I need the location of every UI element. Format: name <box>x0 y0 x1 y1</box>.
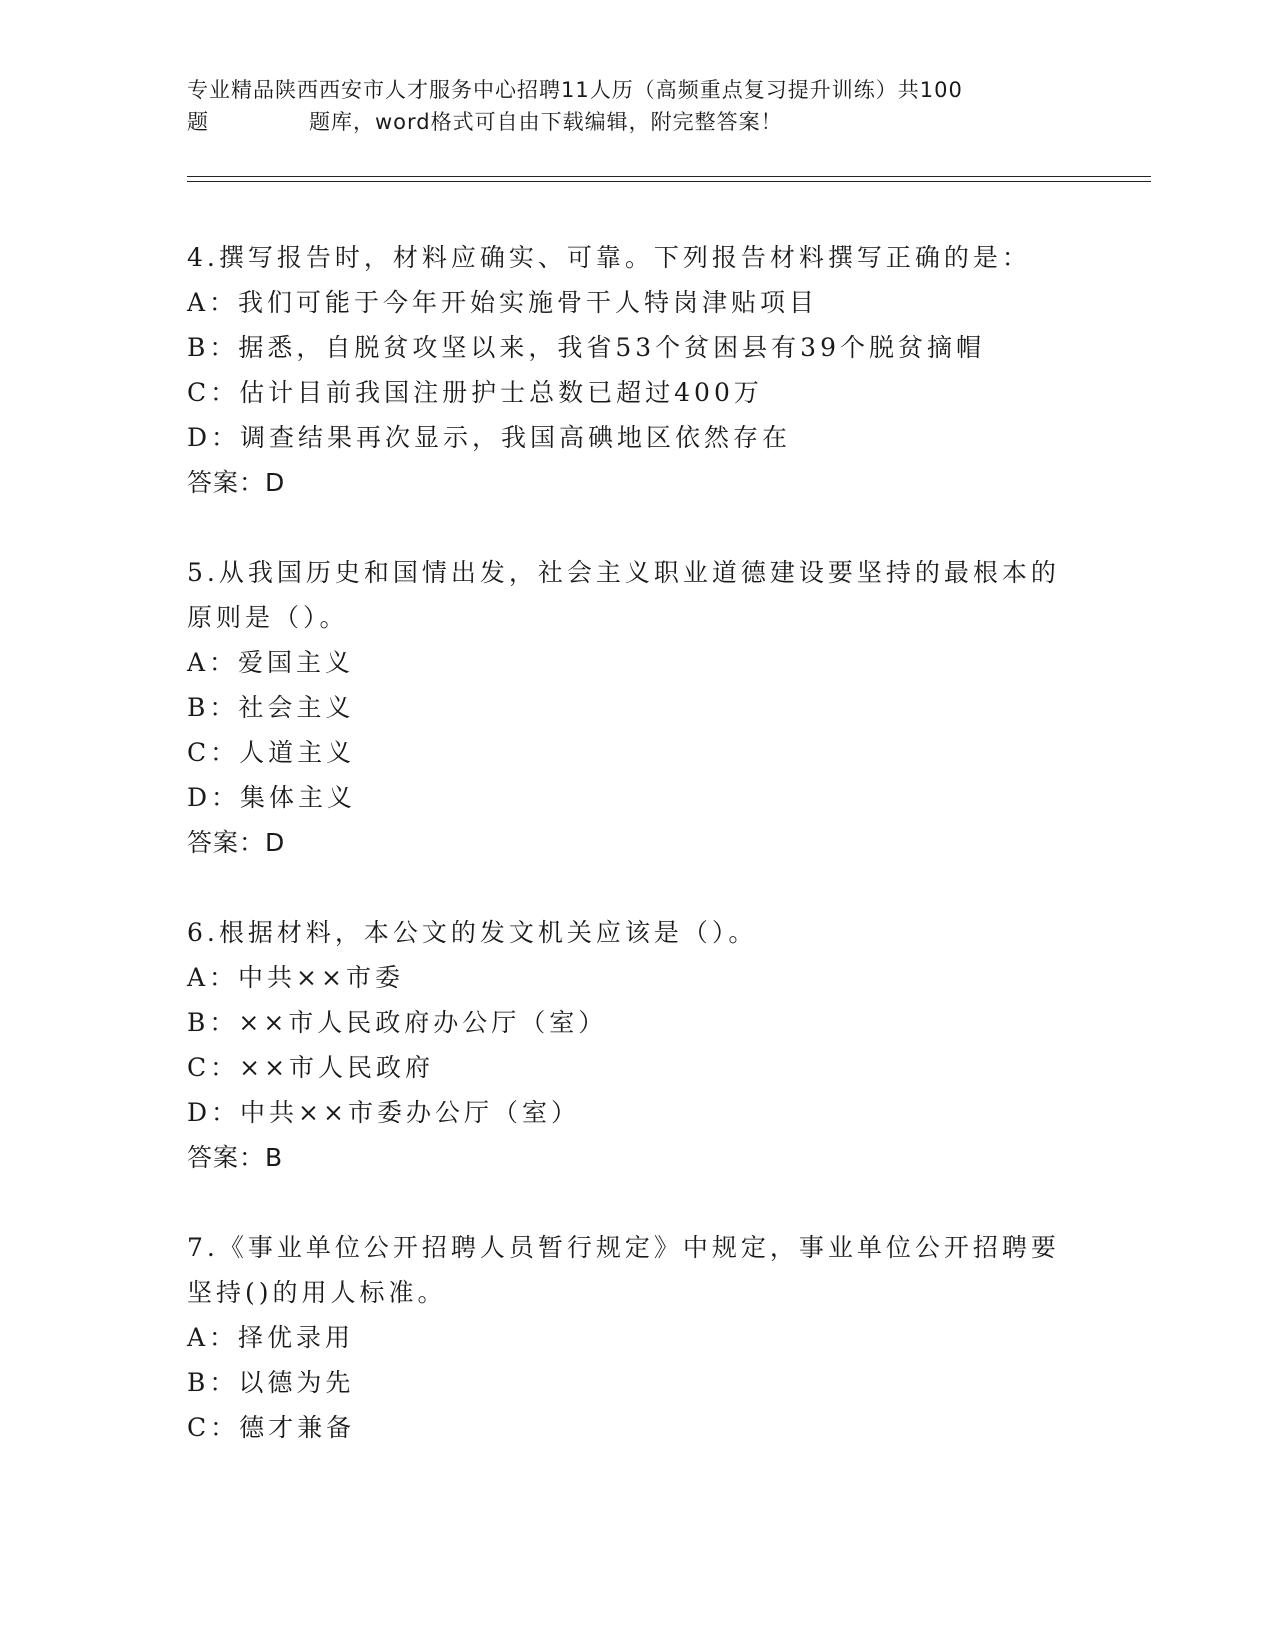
option-b: B：××市人民政府办公厅（室） <box>187 1008 608 1037</box>
header-line-2-right: 题库，word格式可自由下载编辑，附完整答案！ <box>309 110 783 134</box>
option-a: A：择优录用 <box>187 1323 355 1352</box>
question-stem: 6.根据材料，本公文的发文机关应该是（）。 <box>187 918 758 947</box>
question-7 <box>187 1225 1087 1450</box>
option-d: D：调查结果再次显示，我国高碘地区依然存在 <box>187 423 792 452</box>
answer: 答案：D <box>187 468 286 497</box>
option-c: C：人道主义 <box>187 738 356 767</box>
question-stem: 7.《事业单位公开招聘人员暂行规定》中规定，事业单位公开招聘要坚持()的用人标准。 <box>187 1233 1060 1307</box>
option-d: D：集体主义 <box>187 783 357 812</box>
question-stem: 4.撰写报告时，材料应确实、可靠。下列报告材料撰写正确的是： <box>187 243 1031 272</box>
option-c: C：德才兼备 <box>187 1413 356 1442</box>
option-c: C：××市人民政府 <box>187 1053 435 1082</box>
question-6 <box>187 910 1087 1180</box>
question-4 <box>187 235 1087 505</box>
option-a: A：爱国主义 <box>187 648 355 677</box>
option-a: A：我们可能于今年开始实施骨干人特岗津贴项目 <box>187 288 819 317</box>
header-title-line-2 <box>187 106 1087 138</box>
header-title-line-1: 专业精品陕西西安市人才服务中心招聘11人历（高频重点复习提升训练）共100 <box>187 78 963 102</box>
option-d: D：中共××市委办公厅（室） <box>187 1098 580 1127</box>
option-b: B：据悉，自脱贫攻坚以来，我省53个贫困县有39个脱贫摘帽 <box>187 333 985 362</box>
answer: 答案：B <box>187 1143 284 1172</box>
option-b: B：社会主义 <box>187 693 355 722</box>
option-b: B：以德为先 <box>187 1368 355 1397</box>
question-5 <box>187 550 1087 865</box>
header-divider-top <box>187 176 1151 177</box>
header-line-2-left: 题 <box>187 110 209 134</box>
header-divider-bottom <box>187 181 1151 182</box>
answer: 答案：D <box>187 828 286 857</box>
option-a: A：中共××市委 <box>187 963 404 992</box>
header-gap <box>209 106 309 138</box>
question-stem: 5.从我国历史和国情出发，社会主义职业道德建设要坚持的最根本的原则是（）。 <box>187 558 1060 632</box>
option-c: C：估计目前我国注册护士总数已超过400万 <box>187 378 763 407</box>
question-list <box>187 235 1087 1495</box>
document-header <box>187 74 1087 138</box>
